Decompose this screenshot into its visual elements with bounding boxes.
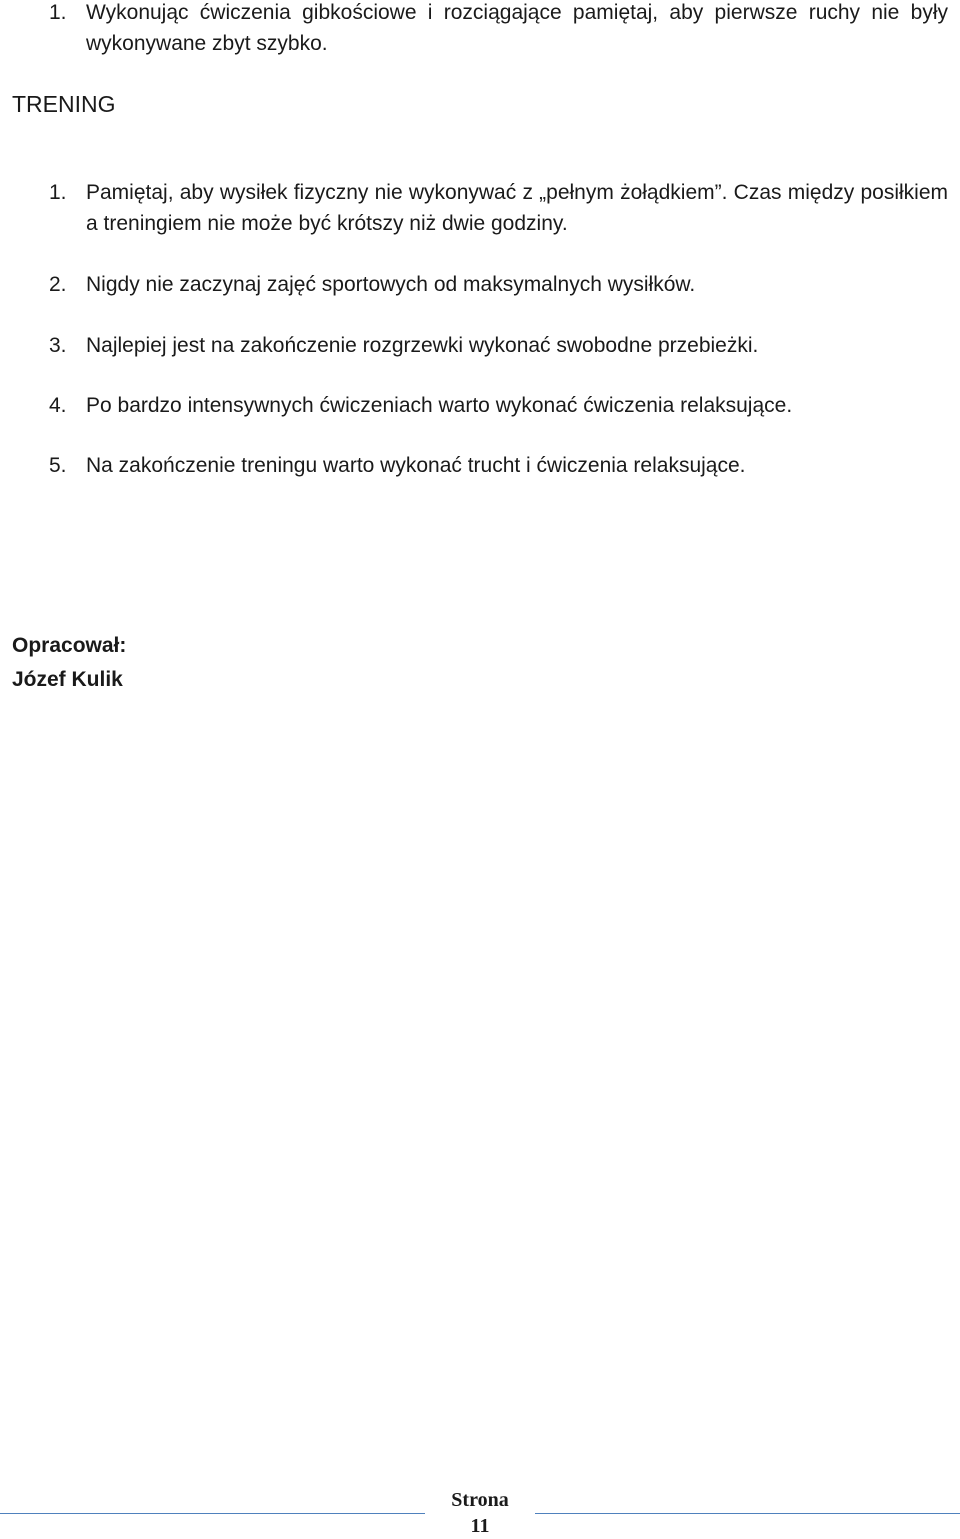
list-number: 2. [49, 273, 67, 296]
list-text: Nigdy nie zaczynaj zajęć sportowych od maksymalnych wysiłków. [86, 273, 696, 296]
page-number: 11 [470, 1515, 490, 1537]
footer-divider-right [535, 1513, 960, 1514]
list-number: 3. [49, 334, 67, 357]
author-label: Opracował: [12, 634, 127, 657]
section-heading: TRENING [12, 91, 116, 117]
page-number-block [425, 1487, 535, 1539]
list-text: Na zakończenie treningu warto wykonać trucht i ćwiczenia relaksujące. [86, 454, 746, 477]
list-number: 5. [49, 454, 67, 477]
list-text: Po bardzo intensywnych ćwiczeniach warto wykonać ćwiczenia relaksujące. [86, 394, 793, 417]
list-number: 4. [49, 394, 67, 417]
page-label: Strona [451, 1489, 509, 1511]
footer-divider-left [0, 1513, 425, 1514]
author-name: Józef Kulik [12, 668, 123, 691]
list-text: Pamiętaj, aby wysiłek fizyczny nie wykonywać z „pełnym żołądkiem”. Czas między posiłkiem a treningiem nie może być krótszy niż dwie godziny. [86, 181, 948, 235]
list-number: 1. [49, 1, 67, 24]
list-text: Najlepiej jest na zakończenie rozgrzewki wykonać swobodne przebieżki. [86, 334, 759, 357]
list-text: Wykonując ćwiczenia gibkościowe i rozciągające pamiętaj, aby pierwsze ruchy nie były wykonywane zbyt szybko. [86, 1, 948, 55]
list-number: 1. [49, 181, 67, 204]
